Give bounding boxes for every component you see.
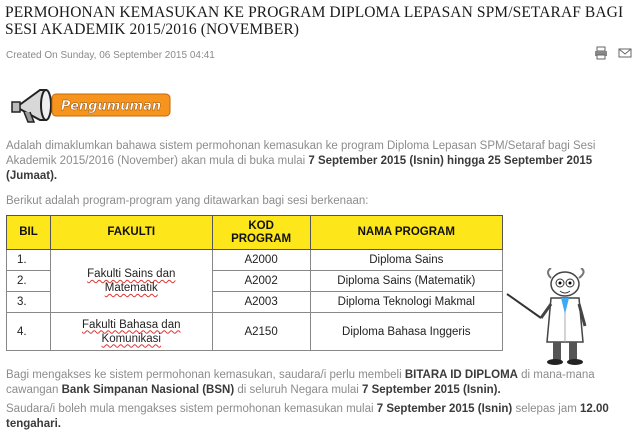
programs-intro: Berikut adalah program-program yang ditawarkan bagi sesi berkenaan:: [6, 195, 369, 207]
table-cell: A2000: [212, 250, 310, 271]
header-fakulti: FAKULTI: [50, 216, 212, 250]
professor-pointer-icon: [505, 268, 595, 368]
table-row: [7, 250, 503, 271]
table-cell: 1.: [7, 250, 51, 271]
print-icon[interactable]: [594, 46, 608, 60]
header-nama: NAMA PROGRAM: [310, 216, 502, 250]
table-header-row: [7, 216, 503, 250]
table-cell: A2002: [212, 271, 310, 292]
article-tools: [594, 46, 632, 60]
header-bil: BIL: [7, 216, 51, 250]
announcement-banner: [10, 84, 175, 124]
table-cell: Diploma Bahasa Inggeris: [310, 313, 502, 351]
access-paragraph: Saudara/i boleh mula mengakses sistem permohonan kemasukan mulai 7 September 2015 (Isnin) selepas jam 12.00 tengahari.: [6, 403, 609, 430]
table-cell: A2150: [212, 313, 310, 351]
email-icon[interactable]: [618, 46, 632, 60]
programs-table: [6, 215, 503, 351]
page-title: PERMOHONAN KEMASUKAN KE PROGRAM DIPLOMA LEPASAN SPM/SETARAF BAGI SESI AKADEMIK 2015/2016 (NOVEMBER): [5, 4, 624, 38]
table-row: [7, 313, 503, 351]
table-cell: 4.: [7, 313, 51, 351]
table-cell: A2003: [212, 292, 310, 313]
created-date: Created On Sunday, 06 September 2015 04:41: [6, 50, 215, 61]
table-cell: 2.: [7, 271, 51, 292]
faculty-cell: Fakulti Bahasa dan Komunikasi: [50, 313, 212, 351]
table-cell: Diploma Teknologi Makmal: [310, 292, 502, 313]
table-cell: 3.: [7, 292, 51, 313]
faculty-cell: Fakulti Sains dan Matematik: [50, 250, 212, 313]
table-cell: Diploma Sains (Matematik): [310, 271, 502, 292]
banner-label: Pengumuman: [60, 99, 162, 114]
header-kod: KOD PROGRAM: [212, 216, 310, 250]
megaphone-icon: [12, 90, 51, 122]
table-cell: Diploma Sains: [310, 250, 502, 271]
bitara-paragraph: Bagi mengakses ke sistem permohonan kemasukan, saudara/i perlu membeli BITARA ID DIPLOMA di mana-mana cawangan Bank Simpanan Nasional (BSN) di seluruh Negara mulai 7 September 2015 (Isnin).: [6, 369, 595, 396]
intro-paragraph: Adalah dimaklumkan bahawa sistem permohonan kemasukan ke program Diploma Lepasan SPM/Setaraf bagi Sesi Akademik 2015/2016 (November) akan mula di buka mulai 7 September 2015 (Isnin) hingga 25 September 2015 (Jumaat).: [6, 140, 596, 182]
